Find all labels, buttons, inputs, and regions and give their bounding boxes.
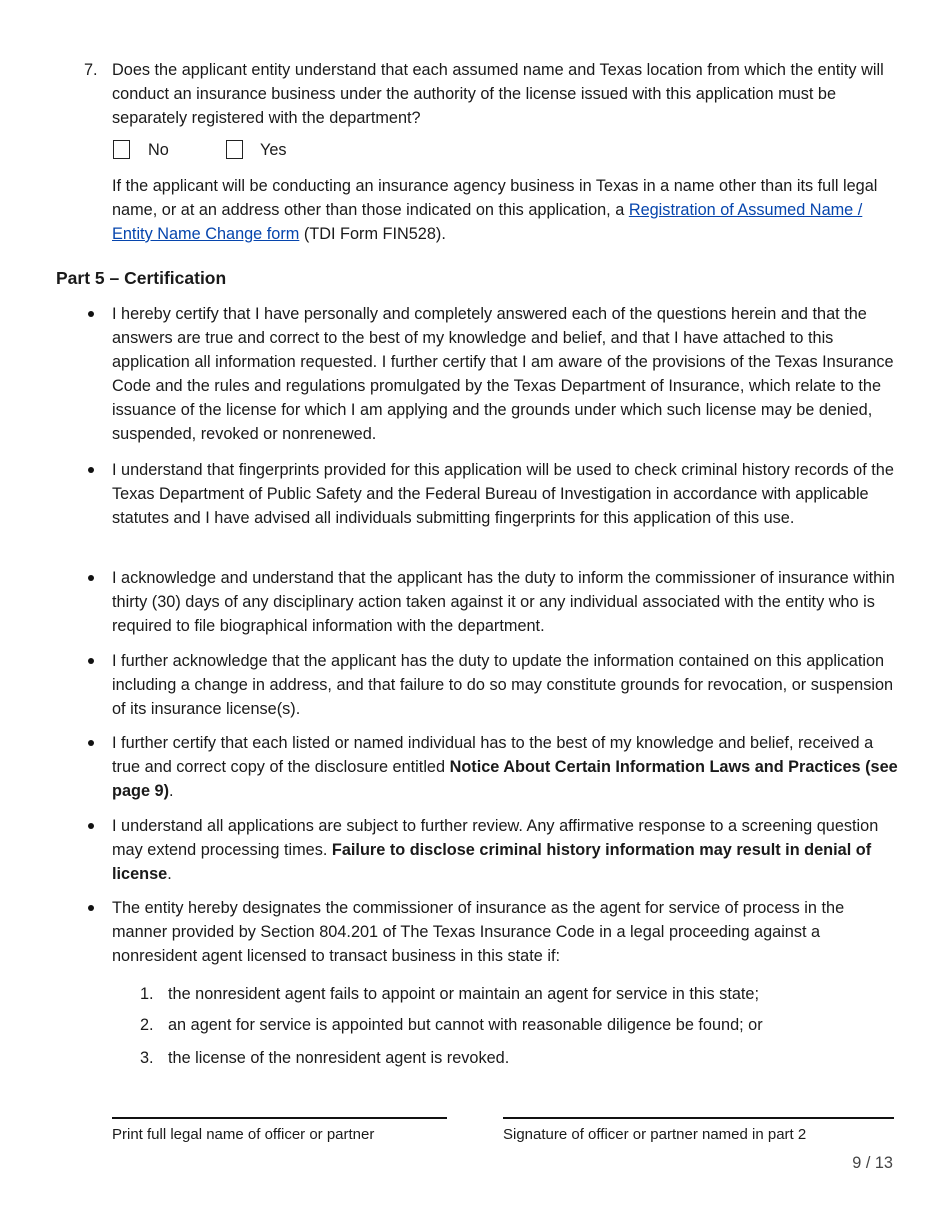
item-bold-text: Failure to disclose criminal history information may result in denial of license xyxy=(112,841,872,883)
bullet-icon xyxy=(88,467,94,473)
certification-item: The entity hereby designates the commissioner of insurance as the agent for service of process in the manner provided by Section 804.201 of The Texas Insurance Code in a legal proceeding against a nonresident agent licensed to transact business in this state if: xyxy=(112,899,845,965)
sub-item: the nonresident agent fails to appoint or maintain an agent for service in this state; xyxy=(168,985,760,1003)
certification-item xyxy=(112,731,902,803)
sub-item: an agent for service is appointed but cannot with reasonable diligence be found; or xyxy=(168,1016,763,1034)
note-text: If the applicant will be conducting an insurance agency business in Texas in a name other than its full legal name, or at an address other than those indicated on this application, a xyxy=(112,177,878,219)
name-line-label: Print full legal name of officer or partner xyxy=(112,1126,375,1143)
section-heading: Part 5 – Certification xyxy=(56,268,227,288)
sub-item-number: 2. xyxy=(140,1016,154,1034)
certification-item: I further acknowledge that the applicant has the duty to update the information contained on this application including a change in address, and that failure to do so may constitute grounds for revocation, or suspension of its insurance license(s). xyxy=(112,652,894,718)
bullet-icon xyxy=(88,823,94,829)
checkbox-no[interactable] xyxy=(113,140,130,159)
sub-item-number: 3. xyxy=(140,1049,154,1067)
signature-line[interactable] xyxy=(503,1117,894,1119)
item-text-end: . xyxy=(169,782,174,800)
checkbox-no-label: No xyxy=(148,141,169,159)
bullet-icon xyxy=(88,575,94,581)
question-number: 7. xyxy=(84,61,98,79)
item-text: I understand all applications are subject to further review. Any affirmative response to a screening question may extend processing times. xyxy=(112,817,879,859)
question-text: Does the applicant entity understand that each assumed name and Texas location from which the entity will conduct an insurance business under the authority of the license issued with this application must be separately registered with the department? xyxy=(112,61,884,127)
sub-item: the license of the nonresident agent is revoked. xyxy=(168,1049,510,1067)
checkbox-yes-label: Yes xyxy=(260,141,287,159)
bullet-icon xyxy=(88,658,94,664)
name-signature-line[interactable] xyxy=(112,1117,447,1119)
signature-line-label: Signature of officer or partner named in part 2 xyxy=(503,1126,807,1143)
item-text-end: . xyxy=(167,865,172,883)
sub-item-number: 1. xyxy=(140,985,154,1003)
checkbox-yes[interactable] xyxy=(226,140,243,159)
certification-item: I acknowledge and understand that the applicant has the duty to inform the commissioner of insurance within thirty (30) days of any disciplinary action taken against it or any individual associated with the entity who is required to file biographical information with the department. xyxy=(112,569,895,635)
item-text: I further certify that each listed or named individual has to the best of my knowledge and belief, received a true and correct copy of the disclosure entitled xyxy=(112,734,874,776)
certification-item: I understand that fingerprints provided for this application will be used to check criminal history records of the Texas Department of Public Safety and the Federal Bureau of Investigation in accordance with applicable statutes and I have advised all individuals submitting fingerprints for this application of this use. xyxy=(112,461,894,527)
certification-item xyxy=(112,814,902,886)
item-bold-text: Notice About Certain Information Laws and Practices (see page 9) xyxy=(112,758,898,800)
bullet-icon xyxy=(88,311,94,317)
certification-item: I hereby certify that I have personally and completely answered each of the questions herein and that the answers are true and correct to the best of my knowledge and belief, and that I have attached to this application all information requested. I further certify that I am aware of the provisions of the Texas Insurance Code and the rules and regulations promulgated by the Texas Department of Insurance, which relate to the issuance of the license for which I am applying and the grounds under which such license may be denied, suspended, revoked or nonrenewed. xyxy=(112,305,894,443)
registration-form-link[interactable]: Registration of Assumed Name / Entity Name Change form xyxy=(112,201,863,243)
note-text-end: (TDI Form FIN528). xyxy=(299,225,446,243)
assumed-name-note xyxy=(112,174,902,246)
bullet-icon xyxy=(88,905,94,911)
page-number: 9 / 13 xyxy=(852,1154,893,1172)
bullet-icon xyxy=(88,740,94,746)
